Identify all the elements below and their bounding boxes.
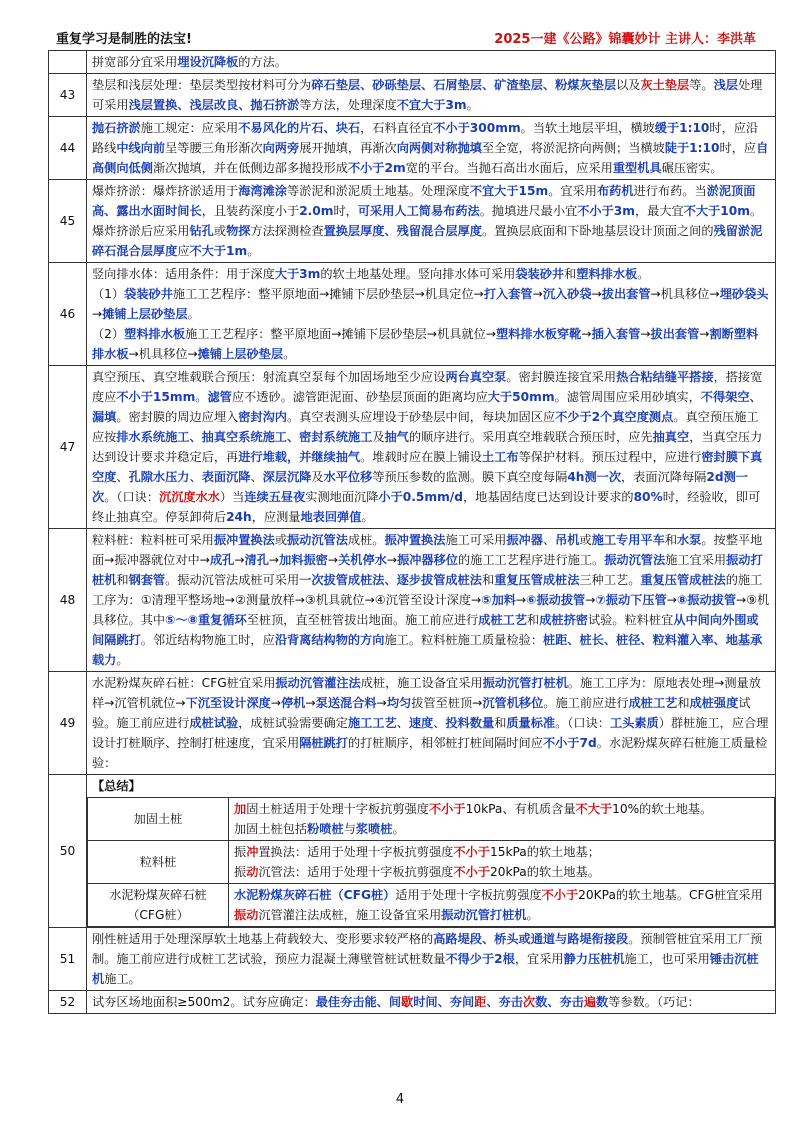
table-row	[49, 263, 776, 366]
row-number: 49	[49, 672, 87, 775]
table-row	[49, 117, 776, 180]
row-number	[49, 51, 87, 74]
row-number: 50	[49, 775, 87, 928]
row-number: 52	[49, 991, 87, 1014]
row-number: 45	[49, 180, 87, 263]
row-number: 47	[49, 366, 87, 529]
row-number: 44	[49, 117, 87, 180]
row-number: 43	[49, 74, 87, 117]
row-text: 爆炸挤淤：爆炸挤淤适用于海湾滩涂等淤泥和淤泥质土地基。处理深度不宜大于15m。宜采用布药机进行布药。当淤泥顶面高、露出水面时间长，且装药深度小于2.0m时，可采用人工简易布药法。抛填进尺最小宜不小于3m，最大宜不大于10m。爆炸挤淤后应采用钻孔或物探方法探测检查置换层厚度、残留混合层厚度。置换层底面和下卧地基层设计顶面之间的残留淤泥碎石混合层厚度应不大于1m。	[87, 180, 776, 263]
page-header	[48, 22, 760, 51]
summary-row	[88, 798, 775, 841]
table-row	[49, 366, 776, 529]
table-row	[49, 991, 776, 1014]
summary-title: 【总结】	[92, 779, 141, 793]
row-number: 51	[49, 928, 87, 991]
summary-cell	[87, 775, 776, 928]
row-number: 46	[49, 263, 87, 366]
row-text: 水泥粉煤灰碎石桩：CFG桩宜采用振动沉管灌注法成桩，施工设备宜采用振动沉管打桩机。施工工序为：原地表处理→测量放样→沉管机就位→下沉至设计深度→停机→泵送混合料→均匀拔管至桩顶→沉管机移位。施工前应进行成桩工艺和成桩强度试验。施工前应进行成桩试验，成桩试验需要确定施工工艺、速度、投料数量和质量标准。（口诀：工头素质）群桩施工，应合理设计打桩顺序、控制打桩速度，宜采用隔桩跳打的打桩顺序，相邻桩打桩间隔时间应不小于7d。水泥粉煤灰碎石桩施工质量检验：	[87, 672, 776, 775]
table-row	[49, 672, 776, 775]
page-number: 4	[395, 1092, 405, 1107]
table-row	[49, 529, 776, 672]
summary-label: 水泥粉煤灰碎石桩 （CFG桩）	[88, 884, 229, 927]
summary-label: 粒料桩	[88, 841, 229, 884]
row-text: 竖向排水体：适用条件：用于深度大于3m的软土地基处理。竖向排水体可采用袋装砂井和塑料排水板。 （1）袋装砂井施工工艺程序：整平原地面→摊铺下层砂垫层→机具定位→打入套管→沉入砂袋→拔出套管→机具移位→埋砂袋头→摊铺上层砂垫层。 （2）塑料排水板施工工艺程序：整平原地面→摊铺下层砂垫层→机具就位→塑料排水板穿靴→插入套管→拔出套管→割断塑料排水板→机具移位→摊铺上层砂垫层。	[87, 263, 776, 366]
summary-text: 加固土桩适用于处理十字板抗剪强度不小于10kPa、有机质含量不大于10%的软土地基。 加固土桩包括粉喷桩与浆喷桩。	[229, 798, 775, 841]
table-row	[49, 51, 776, 74]
row-text: 真空预压、真空堆载联合预压：射流真空泵每个加固场地至少应设两台真空泵。密封膜连接宜采用热合粘结缝平搭接，搭接宽度应不小于15mm。滤管应不透砂。滤管距泥面、砂垫层顶面的距离均应大于50mm。滤管周围应采用砂填实，不得架空、漏填。密封膜的周边应埋入密封沟内。真空表测头应埋设于砂垫层中间，每块加固区应不少于2个真空度测点。真空预压施工应按排水系统施工、抽真空系统施工、密封系统施工及抽气的顺序进行。采用真空堆载联合预压时，应先抽真空，当真空压力达到设计要求并稳定后，再进行堆载，并继续抽气。堆载时应在膜上铺设土工布等保护材料。预压过程中，应进行密封膜下真空度、孔隙水压力、表面沉降、深层沉降及水平位移等预压参数的监测。膜下真空度每隔4h测一次，表面沉降每隔2d测一次。（口诀：沉沉度水水）当连续五昼夜实测地面沉降小于0.5mm/d，地基固结度已达到设计要求的80%时，经验收，即可终止抽真空。停泵卸荷后24h，应测量地表回弹值。	[87, 366, 776, 529]
header-course-info: 2025一建《公路》锦囊妙计 主讲人：李洪革	[494, 32, 756, 47]
row-text: 垫层和浅层处理：垫层类型按材料可分为碎石垫层、砂砾垫层、石屑垫层、矿渣垫层、粉煤灰垫层以及灰土垫层等。浅层处理可采用浅层置换、浅层改良、抛石挤淤等方法，处理深度不宜大于3m。	[87, 74, 776, 117]
summary-table	[87, 797, 775, 927]
header-slogan: 重复学习是制胜的法宝!	[56, 32, 192, 47]
summary-text: 振冲置换法：适用于处理十字板抗剪强度不小于15kPa的软土地基； 振动沉管法：适用于处理十字板抗剪强度不小于20kPa的软土地基。	[229, 841, 775, 884]
table-row	[49, 928, 776, 991]
row-text: 粒料桩：粒料桩可采用振冲置换法或振动沉管法成桩。振冲置换法施工可采用振冲器、吊机或施工专用平车和水泵。按整平地面→振冲器就位对中→成孔→清孔→加料振密→关机停水→振冲器移位的施工工艺程序进行施工。振动沉管法施工宜采用振动打桩机和钢套管。振动沉管法成桩可采用一次拔管成桩法、逐步拔管成桩法和重复压管成桩法三种工艺。重复压管成桩法的施工工序为：①清理平整场地→②测量放样→③机具就位→④沉管至设计深度→⑤加料→⑥振动拔管→⑦振动下压管→⑧振动拔管→⑨机具移位。其中⑤～⑧重复循环至桩顶，直至桩管拔出地面。施工前应进行成桩工艺和成桩挤密试验。粒料桩宜从中间向外围或间隔跳打。邻近结构物施工时，应沿背离结构物的方向施工。粒料桩施工质量检验：桩距、桩长、桩径、粒料灌入率、地基承载力。	[87, 529, 776, 672]
row-text: 刚性桩适用于处理深厚软土地基上荷载较大、变形要求较严格的高路堤段、桥头或通道与路堤衔接段。预制管桩宜采用工厂预制。施工前应进行成桩工艺试验，预应力混凝土薄壁管桩试桩数量不得少于2根，宜采用静力压桩机施工，也可采用锤击沉桩机施工。	[87, 928, 776, 991]
row-text: 试夯区场地面积≥500m2。试夯应确定：最佳夯击能、间歇时间、夯间距、夯击次数、夯击遍数等参数。（巧记：	[87, 991, 776, 1014]
notes-table	[48, 50, 776, 1014]
row-text: 拼宽部分宜采用埋设沉降板的方法。	[87, 51, 776, 74]
summary-label: 加固土桩	[88, 798, 229, 841]
summary-row	[88, 841, 775, 884]
table-row-summary	[49, 775, 776, 928]
summary-row	[88, 884, 775, 927]
row-text: 抛石挤淤施工规定：应采用不易风化的片石、块石，石料直径宜不小于300mm。当软土地层平坦，横坡缓于1:10时，应沿路线中线向前呈等腰三角形渐次向两旁展开抛填，再渐次向两侧对称抛填至全宽，将淤泥挤向两侧；当横坡陡于1:10时，应自高侧向低侧渐次抛填，并在低侧边部多抛投形成不小于2m宽的平台。当抛石高出水面后，应采用重型机具碾压密实。	[87, 117, 776, 180]
table-row	[49, 180, 776, 263]
summary-text: 水泥粉煤灰碎石桩（CFG桩）适用于处理十字板抗剪强度不小于20KPa的软土地基。CFG桩宜采用振动沉管灌注法成桩，施工设备宜采用振动沉管打桩机。	[229, 884, 775, 927]
table-row	[49, 74, 776, 117]
row-number: 48	[49, 529, 87, 672]
